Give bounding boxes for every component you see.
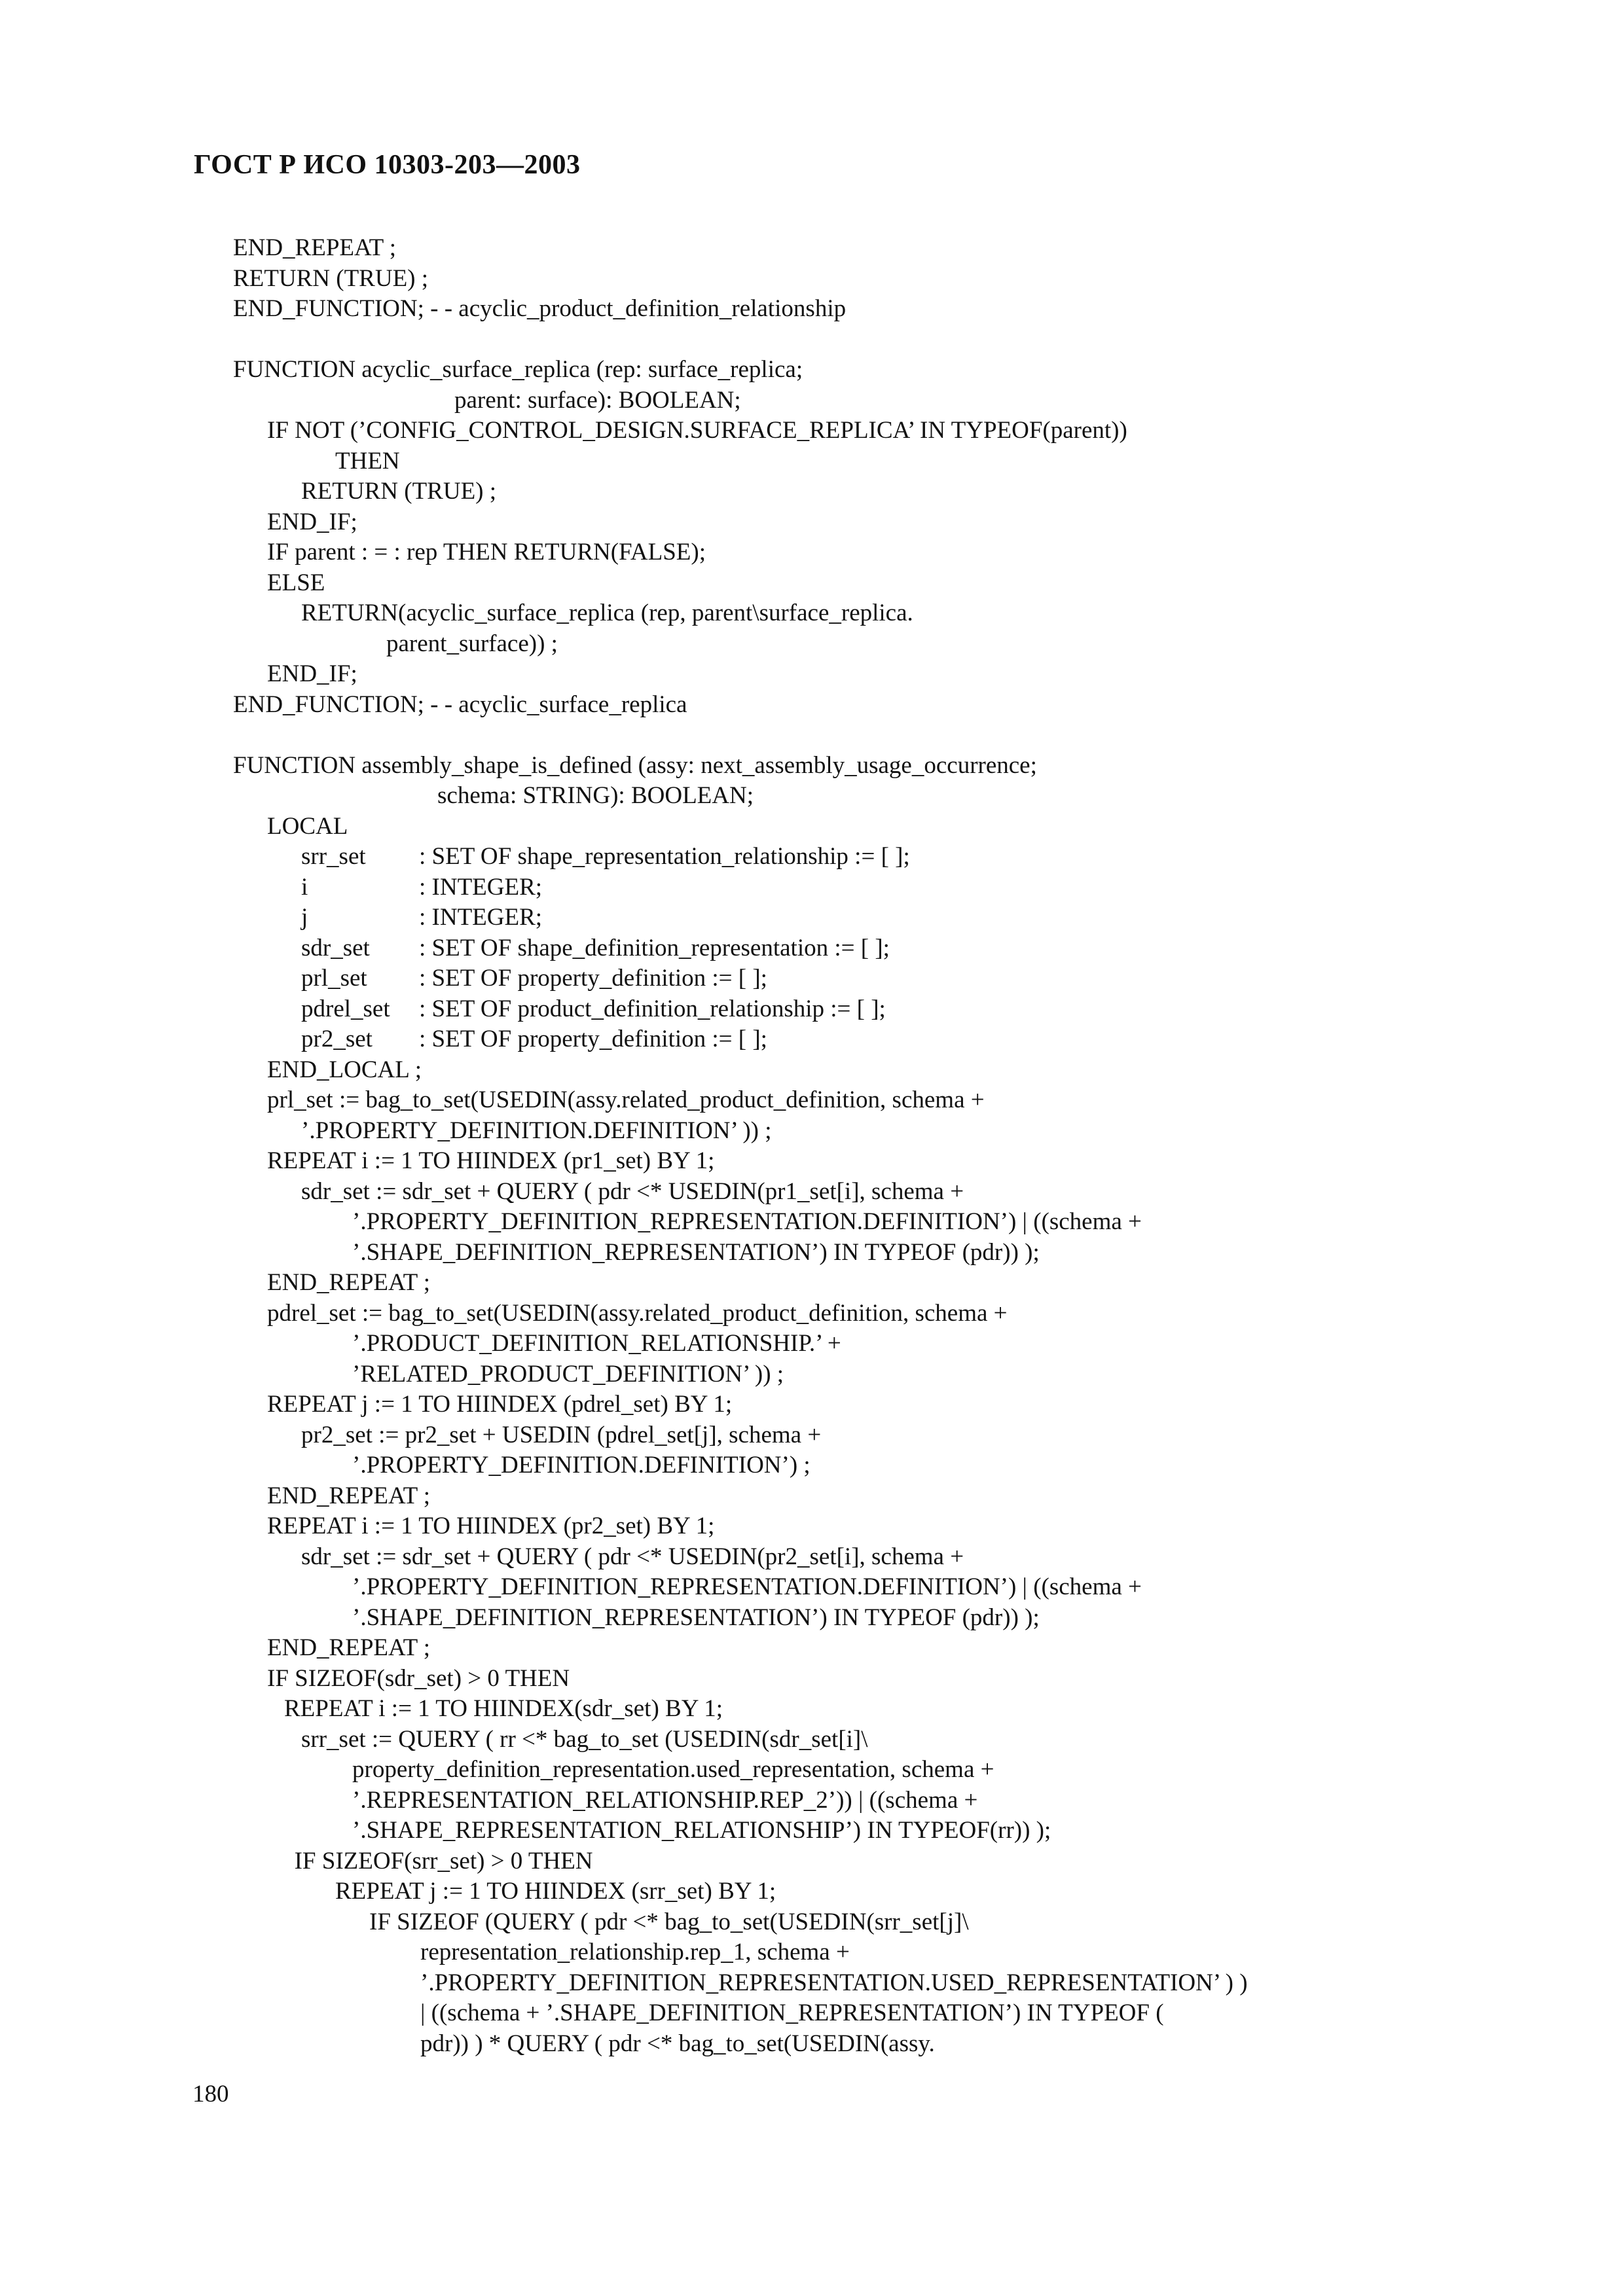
code-line [233,1664,1477,1695]
code-line [233,1511,1477,1542]
code-line [233,476,1477,507]
code-text: ’.PROPERTY_DEFINITION_REPRESENTATION.DEFINITION’) | ((schema + [352,1573,1142,1600]
code-line [233,812,1477,842]
local-variable-type: : SET OF shape_representation_relationship := [ ]; [419,843,910,870]
code-text: sdr_set := sdr_set + QUERY ( pdr <* USEDIN(pr1_set[i], schema + [301,1177,964,1205]
page-number: 180 [192,2081,229,2108]
code-text: ’.REPRESENTATION_RELATIONSHIP.REP_2’)) | ((schema + [352,1786,978,1814]
local-variable-name: pdrel_set [301,995,390,1022]
code-line [233,1420,1477,1451]
code-text: END_REPEAT ; [267,1482,431,1509]
local-variable-type: : INTEGER; [419,904,543,931]
local-variable-type: : SET OF property_definition := [ ]; [419,1026,767,1052]
code-text: REPEAT j := 1 TO HIINDEX (pdrel_set) BY 1; [267,1391,733,1418]
local-variable-name: sdr_set [301,934,370,961]
code-text: ’.SHAPE_REPRESENTATION_RELATIONSHIP’) IN TYPEOF(rr)) ); [352,1817,1051,1844]
local-variable-name: i [301,873,308,901]
local-variable-type: : INTEGER; [419,873,543,901]
code-line [233,325,1477,355]
code-line [233,1299,1477,1329]
code-text: END_FUNCTION; - - acyclic_surface_replica [233,691,687,718]
code-text: END_IF; [267,660,357,687]
code-text: pdrel_set := bag_to_set(USEDIN(assy.related_product_definition, schema + [267,1299,1008,1327]
code-line [233,903,1477,933]
code-line [233,842,1477,872]
code-line [233,598,1477,629]
code-text: schema: STRING): BOOLEAN; [437,782,754,809]
code-text: END_REPEAT ; [267,1269,431,1296]
code-text: ’.PROPERTY_DEFINITION_REPRESENTATION.USED_REPRESENTATION’ ) ) [420,1969,1248,1996]
code-text: RETURN (TRUE) ; [301,478,497,505]
code-line [233,1542,1477,1573]
code-line [233,1816,1477,1846]
code-line [233,233,1477,264]
code-text: pr2_set := pr2_set + USEDIN (pdrel_set[j], schema + [301,1421,822,1448]
code-line [233,1450,1477,1481]
code-line [233,1907,1477,1938]
code-line [233,1725,1477,1755]
code-line [233,1390,1477,1420]
code-line [233,568,1477,599]
code-line [233,294,1477,325]
code-text: END_REPEAT ; [267,1634,431,1661]
code-line [233,1694,1477,1725]
local-variable-name: prl_set [301,965,367,992]
code-line [233,963,1477,994]
code-line [233,1238,1477,1268]
code-line [233,1785,1477,1816]
code-line [233,1116,1477,1147]
code-line [233,659,1477,690]
code-listing [233,233,1477,2059]
code-line [233,446,1477,477]
code-text: REPEAT i := 1 TO HIINDEX (pr1_set) BY 1; [267,1147,715,1174]
code-line [233,781,1477,812]
code-text: | ((schema + ’.SHAPE_DEFINITION_REPRESENTATION’) IN TYPEOF ( [420,2000,1164,2026]
code-line [233,507,1477,538]
code-text: END_IF; [267,508,357,535]
code-line [233,994,1477,1025]
code-line [233,386,1477,416]
code-text: END_FUNCTION; - - acyclic_product_definition_relationship [233,295,847,322]
code-line [233,1055,1477,1086]
code-line [233,690,1477,721]
code-text: REPEAT i := 1 TO HIINDEX (pr2_set) BY 1; [267,1513,715,1539]
document-header: ГОСТ Р ИСО 10303-203—2003 [194,150,581,180]
code-line [233,2029,1477,2060]
code-line [233,1572,1477,1603]
code-text: sdr_set := sdr_set + QUERY ( pdr <* USEDIN(pr2_set[i], schema + [301,1543,964,1570]
code-line [233,1268,1477,1299]
code-text: REPEAT i := 1 TO HIINDEX(sdr_set) BY 1; [284,1695,723,1722]
code-text: FUNCTION assembly_shape_is_defined (assy: next_assembly_usage_occurrence; [233,751,1037,779]
code-line [233,1207,1477,1238]
code-text: RETURN(acyclic_surface_replica (rep, parent\surface_replica. [301,600,913,626]
code-text: prl_set := bag_to_set(USEDIN(assy.related_product_definition, schema + [267,1086,985,1113]
code-text: ’RELATED_PRODUCT_DEFINITION’ )) ; [352,1360,784,1388]
code-line [233,416,1477,446]
code-text: END_REPEAT ; [233,234,397,261]
code-text: END_LOCAL ; [267,1056,422,1083]
code-text: srr_set := QUERY ( rr <* bag_to_set (USEDIN(sdr_set[i]\ [301,1725,868,1753]
code-text: IF NOT (’CONFIG_CONTROL_DESIGN.SURFACE_REPLICA’ IN TYPEOF(parent)) [267,417,1127,444]
code-text: THEN [335,447,400,475]
code-text: ELSE [267,569,325,596]
code-line [233,751,1477,781]
code-text: ’.PROPERTY_DEFINITION.DEFINITION’ )) ; [301,1117,772,1144]
code-line [233,1177,1477,1208]
code-text: parent_surface)) ; [386,630,558,657]
code-text: ’.SHAPE_DEFINITION_REPRESENTATION’) IN TYPEOF (pdr)) ); [352,1604,1040,1631]
code-line [233,1846,1477,1877]
code-line [233,1329,1477,1359]
code-text: LOCAL [267,812,348,840]
code-line [233,1937,1477,1968]
code-text: ’.SHAPE_DEFINITION_REPRESENTATION’) IN TYPEOF (pdr)) ); [352,1238,1040,1266]
code-text: IF SIZEOF(srr_set) > 0 THEN [294,1847,593,1874]
code-text: representation_relationship.rep_1, schema + [420,1939,850,1965]
local-variable-name: j [301,904,308,931]
local-variable-type: : SET OF product_definition_relationship := [ ]; [419,995,886,1022]
code-text: pdr)) ) * QUERY ( pdr <* bag_to_set(USEDIN(assy. [420,2030,935,2057]
code-text: ’.PRODUCT_DEFINITION_RELATIONSHIP.’ + [352,1330,841,1357]
code-text: property_definition_representation.used_representation, schema + [352,1756,994,1783]
code-text: REPEAT j := 1 TO HIINDEX (srr_set) BY 1; [335,1878,776,1905]
code-line [233,1146,1477,1177]
code-line [233,872,1477,903]
code-line [233,264,1477,295]
code-line [233,537,1477,568]
code-text: ’.PROPERTY_DEFINITION.DEFINITION’) ; [352,1452,811,1479]
code-line [233,629,1477,660]
code-text: IF SIZEOF (QUERY ( pdr <* bag_to_set(USEDIN(srr_set[j]\ [369,1908,969,1935]
code-line [233,355,1477,386]
local-variable-name: srr_set [301,843,366,870]
code-line [233,933,1477,964]
code-text: FUNCTION acyclic_surface_replica (rep: surface_replica; [233,356,803,383]
local-variable-type: : SET OF shape_definition_representation := [ ]; [419,934,890,961]
code-line [233,1755,1477,1785]
code-line [233,1998,1477,2029]
code-line [233,1603,1477,1634]
local-variable-name: pr2_set [301,1026,373,1052]
local-variable-type: : SET OF property_definition := [ ]; [419,965,767,992]
code-line [233,1633,1477,1664]
code-line [233,1085,1477,1116]
code-line [233,1968,1477,1999]
code-text: ’.PROPERTY_DEFINITION_REPRESENTATION.DEFINITION’) | ((schema + [352,1208,1142,1235]
code-line [233,1876,1477,1907]
code-line [233,1024,1477,1055]
code-line [233,720,1477,751]
code-text: RETURN (TRUE) ; [233,264,429,292]
code-text: IF parent : = : rep THEN RETURN(FALSE); [267,539,706,565]
code-line [233,1481,1477,1512]
code-line [233,1359,1477,1390]
code-text: IF SIZEOF(sdr_set) > 0 THEN [267,1664,570,1692]
code-text: parent: surface): BOOLEAN; [454,386,741,414]
